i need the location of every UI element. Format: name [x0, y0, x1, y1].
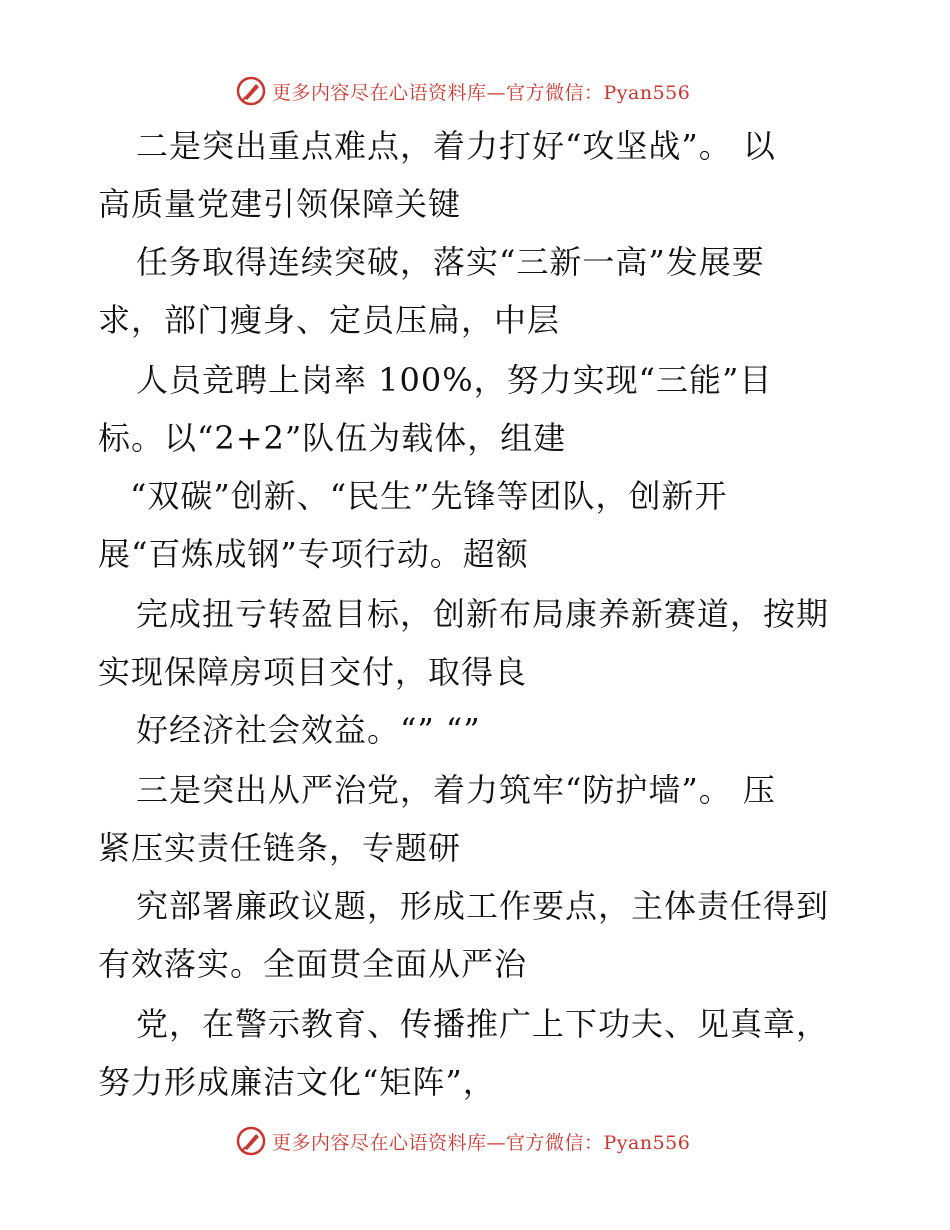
- quill-circle-icon: [236, 1126, 266, 1156]
- text-line: 好经济社会效益。“” “”: [136, 711, 481, 749]
- text-line: 有效落实。全面贯全面从严治: [98, 945, 528, 983]
- text-line: 党，在警示教育、传播推广上下功夫、见真章，: [136, 1005, 830, 1043]
- header-text: 更多内容尽在心语资料库—官方微信：Pyan556: [272, 81, 691, 104]
- text-line: 求，部门瘦身、定员压扁，中层: [98, 301, 561, 339]
- text-line: 标。以“2+2”队伍为载体，组建: [98, 419, 567, 457]
- text-line: 二是突出重点难点，着力打好“攻坚战”。 以: [136, 127, 776, 165]
- footer-text: 更多内容尽在心语资料库—官方微信：Pyan556: [272, 1131, 691, 1154]
- header-banner: [236, 74, 690, 108]
- text-line: “双碳”创新、“民生”先锋等团队，创新开: [130, 477, 728, 515]
- text-line: 三是突出从严治党，着力筑牢“防护墙”。 压: [136, 771, 776, 809]
- text-line: 紧压实责任链条，专题研: [98, 829, 462, 867]
- text-line: 努力形成廉洁文化“矩阵”，: [98, 1063, 496, 1101]
- text-line: 人员竞聘上岗率 100%，努力实现“三能”目: [136, 361, 773, 399]
- text-line: 展“百炼成钢”专项行动。超额: [98, 535, 529, 573]
- footer-banner: [236, 1124, 690, 1158]
- text-line: 任务取得连续突破，落实“三新一高”发展要: [136, 243, 765, 281]
- text-line: 完成扭亏转盈目标，创新布局康养新赛道，按期: [136, 595, 830, 633]
- text-line: 究部署廉政议题，形成工作要点，主体责任得到: [136, 887, 830, 925]
- quill-circle-icon: [236, 76, 266, 106]
- text-line: 高质量党建引领保障关键: [98, 185, 462, 223]
- text-line: 实现保障房项目交付，取得良: [98, 653, 528, 691]
